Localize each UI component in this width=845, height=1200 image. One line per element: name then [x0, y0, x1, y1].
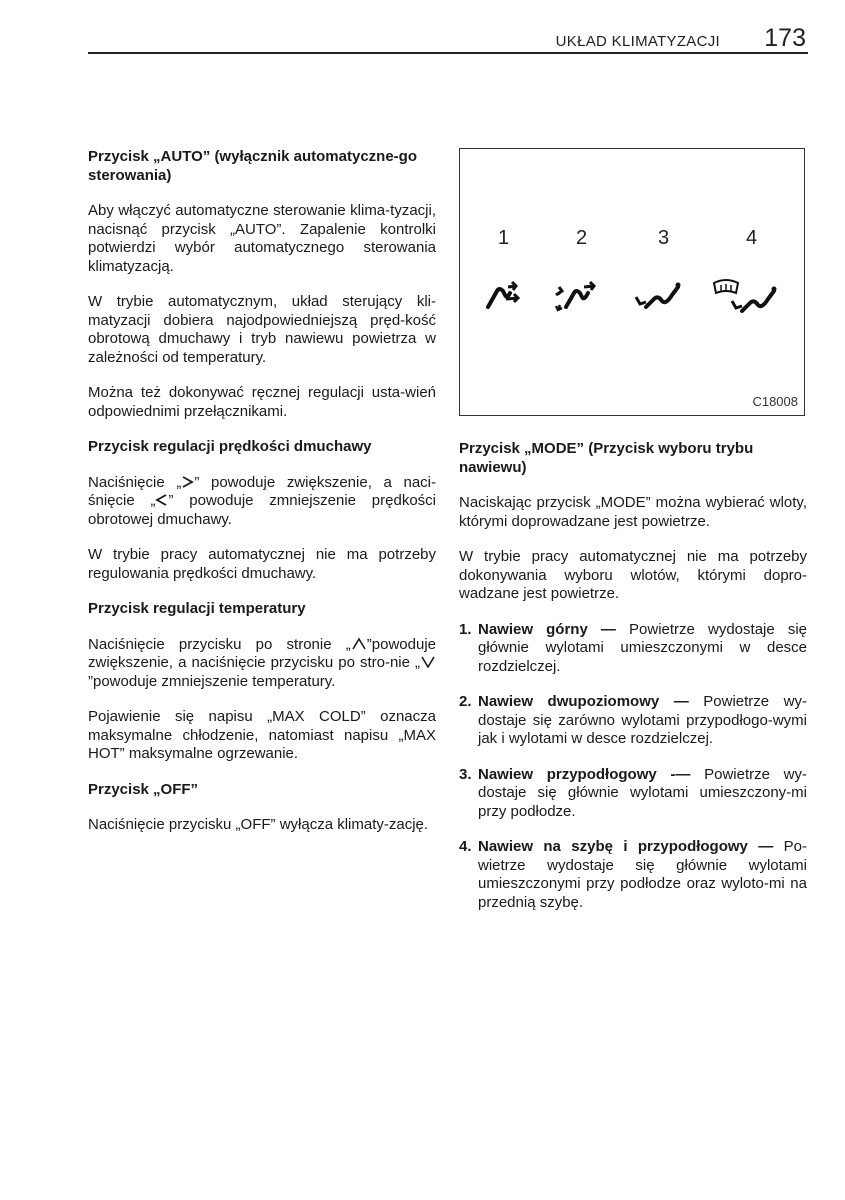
chevron-up-icon — [351, 637, 367, 651]
face-vent-mode-icon — [482, 277, 530, 313]
list-item-text: Powietrze wy-dostaje się głównie wylotami umieszczony-mi przy podłodze. — [478, 765, 807, 820]
left-column — [88, 148, 436, 852]
mode-paragraph-1: Naciskając przycisk „MODE” można wybierać wloty, którymi doprowadzane jest powietrze. — [459, 494, 807, 530]
list-item-title: Nawiew na szybę i przypodłogowy — — [478, 838, 774, 855]
figure-code: C18008 — [752, 393, 798, 409]
list-item-text: Powietrze wydostaje się głównie wylotami umieszczonymi w desce rozdzielczej. — [478, 620, 807, 675]
list-item-number: 4. — [459, 838, 472, 855]
mode-label-2: 2 — [576, 227, 588, 249]
list-item — [459, 693, 807, 749]
list-item-text: Po-wietrze wydostaje się głównie wylotami umieszczonymi przy podłodze oraz wyloto-mi na przednią szybę. — [478, 838, 808, 911]
off-heading: Przycisk „OFF” — [88, 780, 199, 798]
mode-label-3: 3 — [658, 227, 670, 249]
chevron-left-icon — [155, 493, 168, 507]
temp-text-b: ”powoduje zwiększenie, a naciśnięcie przycisku po stro-nie „ — [88, 635, 436, 671]
defrost-floor-mode-icon — [712, 277, 788, 317]
list-item-number: 3. — [459, 765, 472, 783]
chevron-down-icon — [420, 655, 436, 669]
list-item — [459, 621, 807, 677]
bi-level-mode-icon — [552, 277, 604, 313]
mode-paragraph-2: W trybie pracy automatycznej nie ma potrzeby dokonywania wyboru wlotów, którymi dopro-wadzane jest powietrze. — [459, 548, 807, 602]
list-item-text: Powietrze wy-dostaje się zarówno wylotami przypodłogo-wymi jak i wylotami w desce rozdzielczej. — [478, 693, 807, 747]
temperature-paragraph-1 — [88, 636, 436, 692]
temp-text-a: Naciśnięcie przycisku po stronie „ — [88, 635, 351, 653]
off-paragraph: Naciśnięcie przycisku „OFF” wyłącza klimaty-zację. — [88, 816, 429, 833]
temperature-paragraph-2: Pojawienie się napisu „MAX COLD” oznacza maksymalne chłodzenie, natomiast napisu „MAX HOT” maksymalne ogrzewanie. — [88, 708, 436, 762]
temp-text-c: ”powoduje zmniejszenie temperatury. — [88, 672, 336, 690]
floor-mode-icon — [632, 277, 684, 313]
mode-heading: Przycisk „MODE” (Przycisk wyboru trybu nawiewu) — [459, 440, 754, 476]
mode-label-1: 1 — [498, 227, 510, 249]
fan-speed-paragraph-1 — [88, 474, 436, 530]
header-rule — [88, 52, 808, 54]
fan-speed-heading: Przycisk regulacji prędkości dmuchawy — [88, 438, 372, 455]
list-item — [459, 838, 807, 912]
auto-paragraph-1: Aby włączyć automatyczne sterowanie klima-tyzacji, nacisnąć przycisk „AUTO”. Zapalenie kontrolki potwierdzi wybór automatycznego sterowania klimatyzacją. — [88, 202, 436, 275]
list-item-title: Nawiew górny — — [478, 620, 616, 638]
list-item-number: 1. — [459, 620, 472, 638]
auto-paragraph-3: Można też dokonywać ręcznej regulacji usta-wień odpowiednimi przełącznikami. — [88, 384, 436, 420]
fan-text-c: ” powoduje zmniejszenie prędkości obrotowej dmuchawy. — [88, 492, 436, 528]
chevron-right-icon — [181, 475, 194, 489]
auto-paragraph-2: W trybie automatycznym, układ sterujący kli-matyzacji dobiera najodpowiedniejszą pręd-kość obrotową dmuchawy i tryb nawiewu powietrza w zależności od temperatury. — [88, 293, 436, 366]
page-header — [88, 22, 808, 54]
list-item-number: 2. — [459, 693, 472, 710]
fan-text-b: ” powoduje zwiększenie, a naci-śnięcie „ — [88, 473, 436, 509]
fan-text-a: Naciśnięcie „ — [88, 473, 182, 491]
page-number: 173 — [764, 24, 806, 52]
fan-speed-paragraph-2: W trybie pracy automatycznej nie ma potrzeby regulowania prędkości dmuchawy. — [88, 546, 436, 582]
mode-list — [459, 621, 807, 913]
auto-heading: Przycisk „AUTO” (wyłącznik automatyczne-go sterowania) — [88, 148, 417, 184]
right-column — [459, 148, 807, 929]
list-item-title: Nawiew dwupoziomowy — — [478, 693, 689, 710]
list-item — [459, 766, 807, 822]
temperature-heading: Przycisk regulacji temperatury — [88, 600, 306, 617]
airflow-mode-figure — [459, 148, 805, 416]
list-item-title: Nawiew przypodłogowy -— — [478, 765, 691, 783]
section-title: UKŁAD KLIMATYZACJI — [555, 33, 720, 50]
mode-label-4: 4 — [746, 227, 758, 249]
